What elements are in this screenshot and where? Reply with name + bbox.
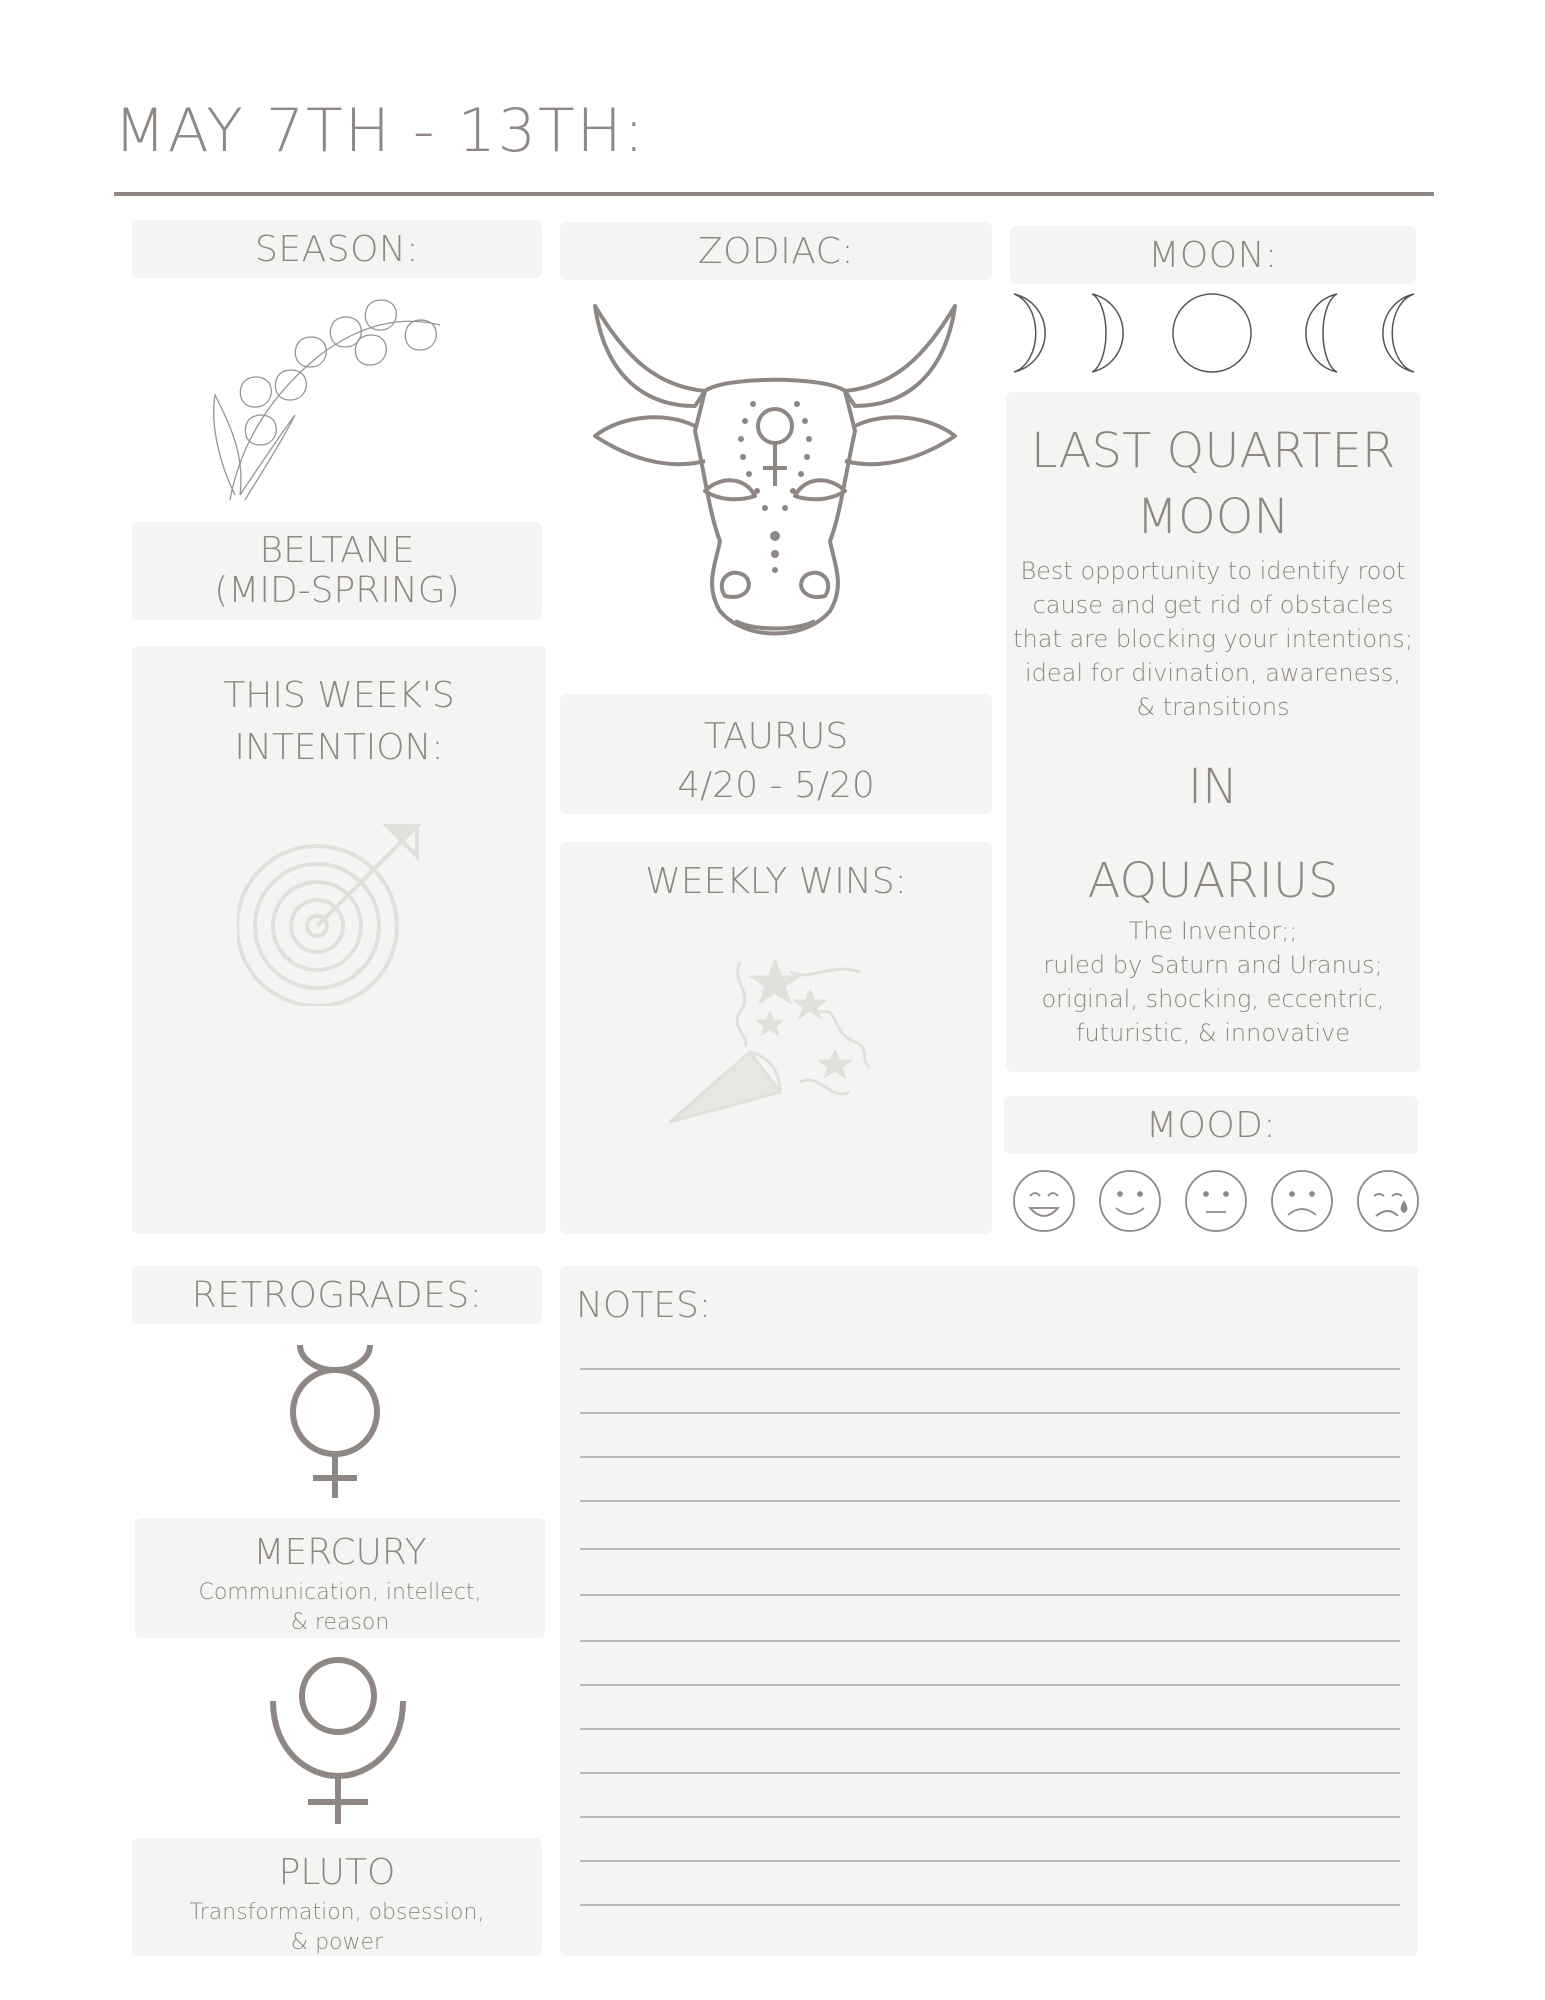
neutral-face-icon[interactable] [1186,1171,1246,1231]
weekly-wins-panel[interactable] [560,842,992,1234]
first-quarter-icon [1092,294,1123,372]
full-moon-icon [1173,294,1251,372]
taurus-bull-icon [585,296,965,676]
crying-face-icon[interactable] [1358,1171,1418,1231]
retrogrades-header: RETROGRADES: [132,1266,542,1324]
moon-phase-description: Best opportunity to identify root cause and get rid of obstacles that are blocking your intentions; ideal for divination, awareness, & transitions [1013,557,1413,721]
notes-line [580,1772,1400,1774]
notes-line [580,1412,1400,1414]
header-divider [114,192,1434,196]
pluto-description: Transformation, obsession, & power [189,1900,485,1955]
last-quarter-icon [1306,294,1337,372]
notes-line [580,1684,1400,1686]
moon-header: MOON: [1010,226,1416,284]
moon-in-label: IN [1187,759,1239,815]
moon-phase-name: LAST QUARTER MOON [1030,423,1396,545]
intention-panel[interactable] [132,646,546,1234]
season-header: SEASON: [132,220,542,278]
intention-header: THIS WEEK'S INTENTION: [223,675,455,768]
waxing-crescent-icon [1014,294,1045,372]
notes-line [580,1500,1400,1502]
moon-sign-description: The Inventor;; ruled by Saturn and Uranus; original, shocking, eccentric, futuristic, & innovative [1041,917,1385,1047]
zodiac-header: ZODIAC: [560,222,992,280]
moon-sign: AQUARIUS [1087,853,1339,909]
mercury-panel [135,1518,545,1638]
moon-phase-panel [1006,392,1420,1072]
notes-line [580,1904,1400,1906]
notes-line [580,1728,1400,1730]
zodiac-dates: 4/20 - 5/20 [677,765,875,806]
mercury-symbol-icon [285,1340,385,1500]
notes-line [580,1368,1400,1370]
season-name: BELTANE (MID-SPRING) [132,522,542,620]
notes-line [580,1548,1400,1550]
target-arrow-icon [237,806,437,1006]
page-title: MAY 7TH - 13TH: [114,96,646,166]
mercury-description: Communication, intellect, & reason [198,1580,482,1635]
laughing-face-icon[interactable] [1014,1171,1074,1231]
pluto-panel [132,1838,542,1956]
sad-face-icon[interactable] [1272,1171,1332,1231]
happy-face-icon[interactable] [1100,1171,1160,1231]
mood-header: MOOD: [1004,1096,1418,1154]
notes-line [580,1456,1400,1458]
notes-header: NOTES: [576,1285,711,1326]
notes-line [580,1816,1400,1818]
mood-faces-row [1012,1168,1422,1234]
notes-line [580,1594,1400,1596]
party-popper-icon [660,952,880,1132]
mercury-name: MERCURY [253,1532,427,1573]
notes-line [580,1640,1400,1642]
pluto-symbol-icon [268,1656,408,1826]
notes-line [580,1860,1400,1862]
zodiac-sign-panel [560,694,992,814]
moon-phases-row [1012,292,1416,374]
lily-of-the-valley-icon [200,295,470,505]
weekly-wins-header: WEEKLY WINS: [645,861,907,902]
waning-crescent-icon [1383,294,1414,372]
zodiac-sign: TAURUS [703,716,849,757]
pluto-name: PLUTO [278,1852,396,1893]
